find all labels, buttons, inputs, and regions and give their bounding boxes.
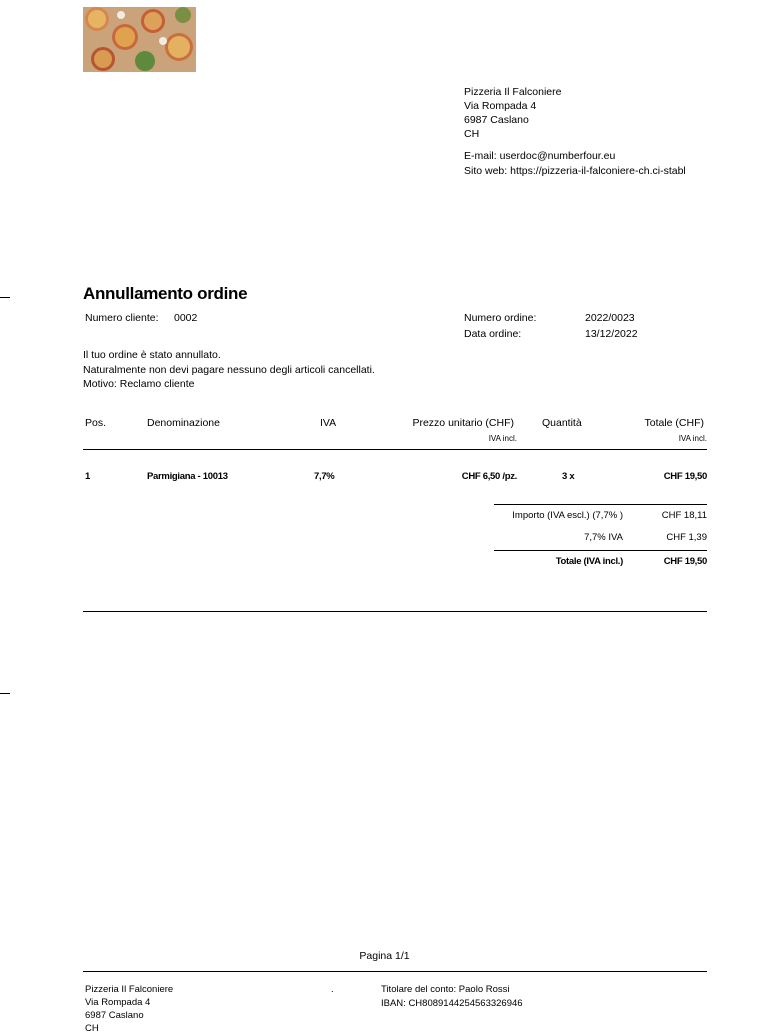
customer-number-value: 0002: [174, 312, 198, 324]
page-number: Pagina 1/1: [359, 950, 410, 962]
company-street: Via Rompada 4: [464, 100, 537, 112]
footer-company-city: 6987 Caslano: [85, 1010, 144, 1021]
company-website[interactable]: Sito web: https://pizzeria-il-falconiere-ch.ci-stabl: [464, 165, 686, 177]
company-address: [464, 85, 561, 141]
message-line: Motivo: Reclamo cliente: [83, 378, 195, 390]
footer-separator: .: [331, 984, 334, 995]
document-title: Annullamento ordine: [83, 284, 248, 303]
footer-iban: IBAN: CH8089144254563326946: [381, 998, 523, 1009]
order-date-value: 13/12/2022: [585, 328, 638, 340]
row-vat: 7,7%: [314, 471, 335, 482]
company-name: Pizzeria Il Falconiere: [464, 86, 562, 98]
footer-company-address: [85, 983, 173, 1035]
fold-mark: [0, 297, 10, 298]
row-pos: 1: [85, 471, 90, 482]
column-header-unit-price: Prezzo unitario (CHF): [412, 417, 514, 429]
summary-top-divider: [494, 504, 707, 505]
table-header-divider: [83, 449, 707, 450]
footer-company-country: CH: [85, 1023, 99, 1034]
grand-total-label: Totale (IVA incl.): [555, 556, 623, 567]
company-email[interactable]: E-mail: userdoc@numberfour.eu: [464, 150, 616, 162]
column-header-vat: IVA: [320, 417, 337, 429]
vat-amount-label: 7,7% IVA: [584, 532, 623, 543]
company-country: CH: [464, 128, 480, 140]
content-end-divider: [83, 611, 707, 612]
net-amount-value: CHF 18,11: [661, 510, 707, 521]
message-line: Il tuo ordine è stato annullato.: [83, 349, 221, 361]
column-header-name: Denominazione: [147, 417, 220, 429]
footer-company-street: Via Rompada 4: [85, 997, 151, 1008]
order-date-label: Data ordine:: [464, 328, 522, 340]
company-contact: [464, 149, 708, 179]
footer-account-holder: Titolare del conto: Paolo Rossi: [381, 984, 510, 995]
message-line: Naturalmente non devi pagare nessuno degli articoli cancellati.: [83, 363, 375, 376]
column-header-total: Totale (CHF): [644, 417, 704, 429]
column-header-pos: Pos.: [85, 417, 107, 429]
grand-total-value: CHF 19,50: [663, 556, 707, 567]
row-name: Parmigiana - 10013: [147, 471, 228, 482]
footer-bank-info: [381, 983, 523, 1011]
row-total: CHF 19,50: [663, 471, 707, 482]
column-header-qty: Quantità: [542, 417, 582, 429]
net-amount-label: Importo (IVA escl.) (7,7% ): [512, 510, 623, 521]
company-city: 6987 Caslano: [464, 114, 529, 126]
vat-amount-value: CHF 1,39: [666, 532, 707, 543]
cancellation-message: [83, 348, 375, 392]
fold-mark: [0, 693, 10, 694]
order-number-value: 2022/0023: [585, 312, 635, 324]
order-number-label: Numero ordine:: [464, 312, 537, 324]
column-header-unit-price-sub: IVA incl.: [488, 434, 517, 443]
footer-divider: [83, 971, 707, 972]
customer-number-label: Numero cliente:: [85, 312, 159, 324]
column-header-total-sub: IVA incl.: [678, 434, 707, 443]
pizza-photo: [83, 7, 196, 72]
summary-total-divider: [494, 550, 707, 551]
row-unit-price: CHF 6,50 /pz.: [461, 471, 517, 482]
row-qty: 3 x: [562, 471, 575, 482]
footer-company-name: Pizzeria Il Falconiere: [85, 984, 174, 995]
